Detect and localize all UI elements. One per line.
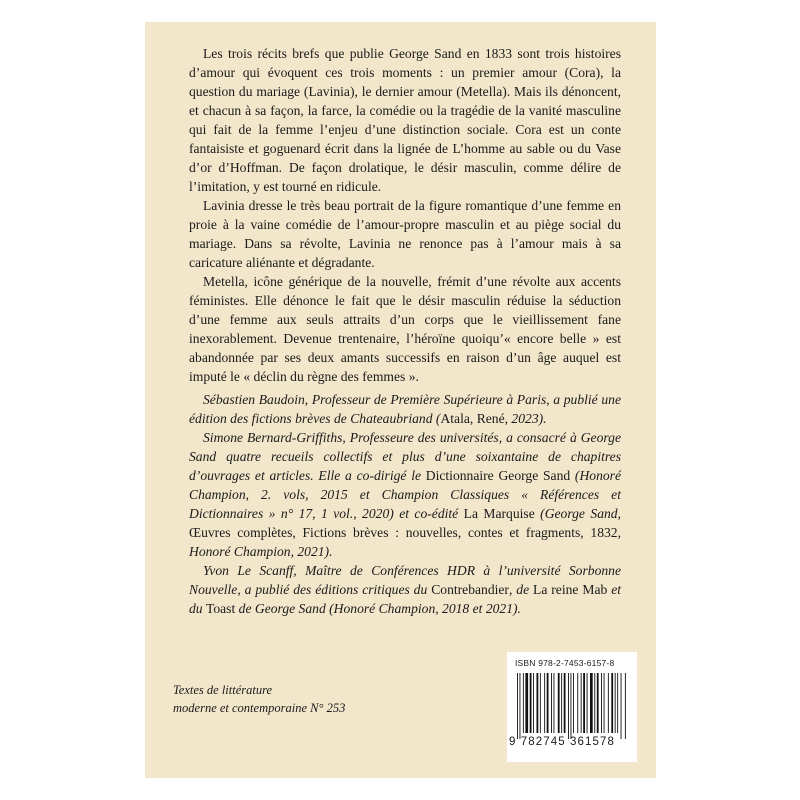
- bio-text: 2023).: [508, 411, 547, 426]
- barcode-image: [515, 673, 629, 739]
- bio-text: Toast: [206, 601, 236, 616]
- bio-text: Simone Bernard-Griffiths, Professeure des universités, a consacré à George Sand quatre recueils collectifs et plus d’une soixantaine de chapitres d’ouvrages et articles. Elle a co-dirigé le: [189, 430, 621, 483]
- barcode-bar: [583, 673, 585, 733]
- bio-text: (George Sand,: [534, 506, 621, 521]
- barcode-bar: [551, 673, 552, 733]
- bio-text: Dictionnaire George Sand: [425, 468, 571, 483]
- barcode-bar: [547, 673, 549, 733]
- barcode-bar: [525, 673, 528, 733]
- barcode-bar: [615, 673, 616, 733]
- isbn-barcode-block: [507, 652, 637, 762]
- bio-le-scanff: [189, 561, 621, 618]
- barcode-bar: [573, 673, 574, 733]
- bio-text: Œuvres complètes, Fictions brèves : nouvelles, contes et fragments, 1832,: [189, 525, 621, 540]
- barcode-bar: [590, 673, 593, 733]
- bio-text: (Honoré Champion, 2. vols, 2015 et Champion Classiques « Références et Dictionnaires » n° 17, 1 vol., 2020) et co-édité: [189, 468, 621, 521]
- barcode-bar: [544, 673, 545, 733]
- barcode-bar: [587, 673, 588, 733]
- barcode-bar: [608, 673, 609, 733]
- isbn-barcode-digits: 9 782745 361578: [509, 736, 616, 748]
- series-line-1: Textes de littérature: [173, 683, 273, 697]
- summary-paragraph-1: Les trois récits brefs que publie George Sand en 1833 sont trois histoires d’amour qui évoquent ces trois moments : un premier amour (Cora), la question du mariage (Lavinia), le dernier amour (Metella). Mais ils dénoncent, et chacun à sa façon, la farce, la comédie ou la tragédie de la vanité masculine qui fait de la femme l’enjeu d’une distinction sociale. Cora est un conte fantaisiste et goguenard écrit dans la lignée de L’homme au sable ou du Vase d’or d’Hoffman. De façon drolatique, le désir masculin, comme délire de l’imitation, y est tourné en ridicule.: [189, 46, 621, 194]
- barcode-bar: [517, 673, 518, 739]
- barcode-bar: [564, 673, 566, 733]
- barcode-bar: [617, 673, 618, 733]
- barcode-bar: [611, 673, 613, 733]
- bio-text: Sébastien Baudoin, Professeur de Première Supérieure à Paris, a publié une édition des fictions brèves de Chateaubriand (: [189, 392, 621, 426]
- barcode-bar: [571, 673, 572, 739]
- barcode-bar: [558, 673, 560, 733]
- barcode-bar: [540, 673, 541, 733]
- bio-baudoin: [189, 390, 621, 428]
- barcode-bar: [621, 673, 622, 739]
- barcode-bar: [577, 673, 578, 733]
- bio-bernard-griffiths: [189, 428, 621, 561]
- bio-text: et du: [189, 582, 622, 616]
- barcode-bar: [594, 673, 595, 733]
- barcode-bar: [537, 673, 539, 733]
- barcode-bar: [568, 673, 569, 739]
- bio-text: La reine Mab: [533, 582, 608, 597]
- summary-paragraph-3: Metella, icône générique de la nouvelle, frémit d’une révolte aux accents féministes. Elle dénonce le fait que le désir masculin réduise la séduction d’une femme aux seuls attraits d’un corps que le vieillissement fane inexorablement. Devenue trentenaire, l’héroïne quoiqu’« encore belle » est abandonnée par ses deux amants successifs en raison d’un âge auquel est imputé le « déclin du règne des femmes ».: [189, 274, 621, 384]
- barcode-bar: [520, 673, 521, 739]
- summary-paragraph-2: Lavinia dresse le très beau portrait de la figure romantique d’une femme en proie à la vaine comédie de l’amour-propre masculin et au piège social du mariage. Dans sa révolte, Lavinia ne renonce pas à l’amour mais à sa caricature aliénante et dégradante.: [189, 198, 621, 270]
- bio-text: Contrebandier: [431, 582, 509, 597]
- isbn-label: ISBN 978-2-7453-6157-8: [515, 658, 615, 668]
- barcode-bar: [561, 673, 562, 733]
- barcode-bar: [601, 673, 602, 733]
- barcode-bar: [625, 673, 626, 739]
- barcode-bar: [581, 673, 582, 733]
- bio-text: de George Sand (Honoré Champion, 2018 et 2021).: [235, 601, 521, 616]
- bio-text: , de: [508, 582, 534, 597]
- barcode-bar: [533, 673, 534, 733]
- bio-text: Atala, René,: [440, 411, 509, 426]
- barcode-bar: [554, 673, 555, 733]
- barcode-bar: [530, 673, 532, 733]
- book-back-cover: [145, 22, 656, 778]
- barcode-bar: [523, 673, 524, 733]
- summary-text: [189, 44, 621, 386]
- barcode-bar: [597, 673, 599, 733]
- barcode-bar: [604, 673, 605, 733]
- bio-text: Honoré Champion, 2021).: [189, 544, 333, 559]
- bio-text: Yvon Le Scanff, Maître de Conférences HDR à l’université Sorbonne Nouvelle, a publié des éditions critiques du: [189, 563, 621, 597]
- series-info: [173, 681, 345, 717]
- bio-text: La Marquise: [463, 506, 535, 521]
- series-line-2: moderne et contemporaine N° 253: [173, 701, 346, 715]
- author-bios: [189, 390, 621, 618]
